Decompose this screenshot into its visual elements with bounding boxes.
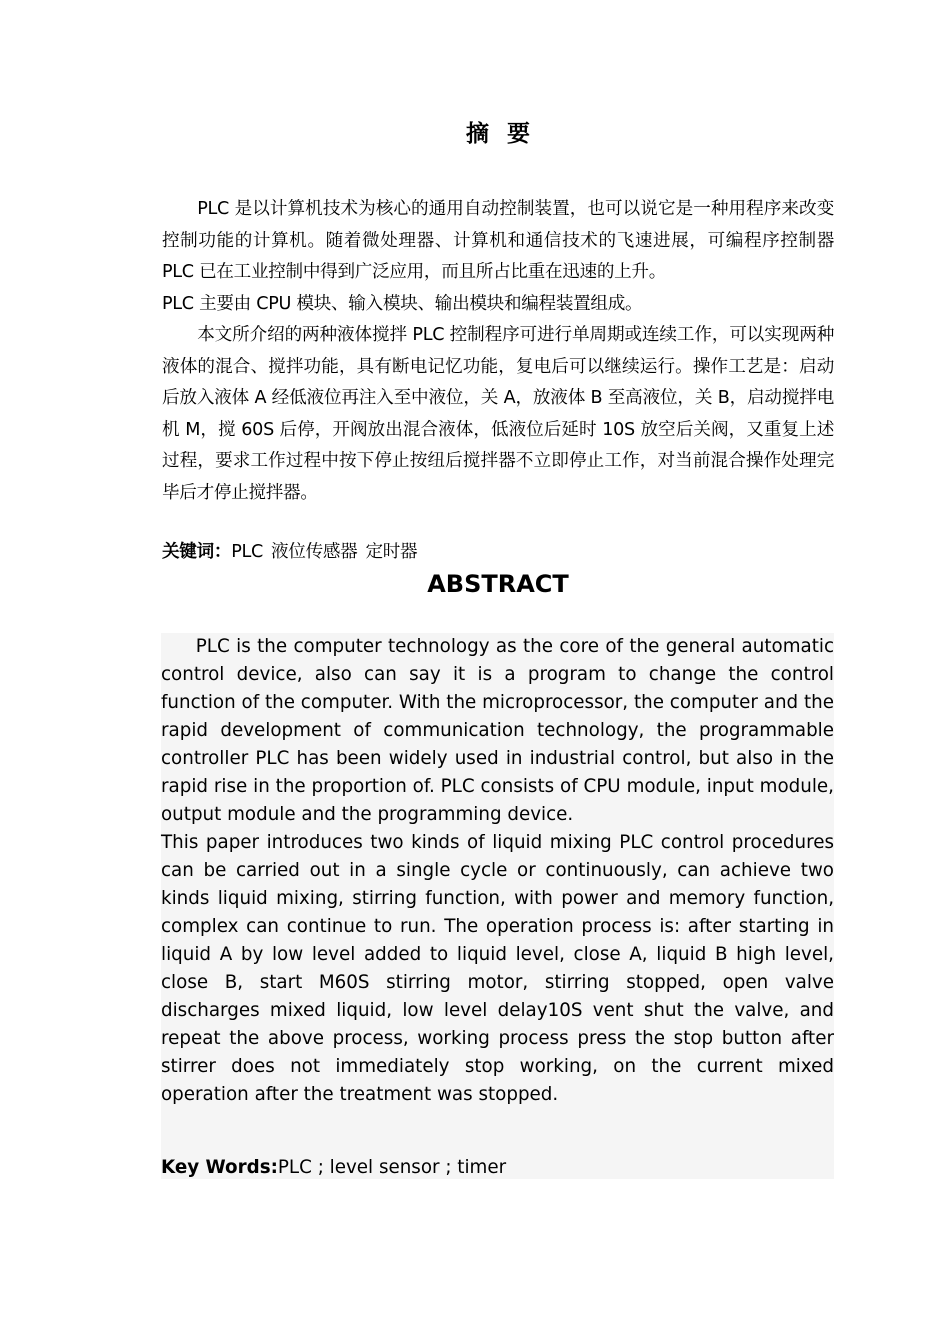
english-paragraph-1: PLC is the computer technology as the core of the general automatic control device, also can say it is a program to change the control function of the computer. With the microprocessor, the computer and the rapid development of communication technology, the programmable controller PLC has been widely used in industrial control, but also in the rapid rise in the proportion of. PLC consists of CPU module, input module, output module and the programming device.	[161, 636, 834, 825]
english-abstract-block	[161, 633, 834, 1179]
chinese-paragraph-1: PLC 是以计算机技术为核心的通用自动控制装置，也可以说它是一种用程序来改变控制功能的计算机。随着微处理器、计算机和通信技术的飞速进展，可编程序控制器 PLC 已在工业控制中得到广泛应用，而且所占比重在迅速的上升。	[162, 199, 834, 282]
chinese-abstract-title	[0, 118, 950, 150]
english-paragraph-2: This paper introduces two kinds of liquid mixing PLC control procedures can be carried out in a single cycle or continuously, can achieve two kinds liquid mixing, stirring function, with power and memory function, complex can continue to run. The operation process is: after starting in liquid A by low level added to liquid level, close A, liquid B high level, close B, start M60S stirring motor, stirring stopped, open valve discharges mixed liquid, low level delay10S vent shut the valve, and repeat the above process, working process press the stop button after stirrer does not immediately stop working, on the current mixed operation after the treatment was stopped.	[161, 832, 834, 1105]
chinese-keyword: PLC	[231, 542, 263, 562]
english-keywords	[161, 1154, 834, 1182]
chinese-title-char-1: 摘	[466, 121, 489, 147]
english-keywords-label: Key Words:	[161, 1157, 278, 1178]
chinese-paragraph-3: 本文所介绍的两种液体搅拌 PLC 控制程序可进行单周期或连续工作，可以实现两种液体的混合、搅拌功能，具有断电记忆功能，复电后可以继续运行。操作工艺是：启动后放入液体 A 经低液位再注入至中液位，关 A，放液体 B 至高液位，关 B，启动搅拌电机 M，搅 60S 后停，开阀放出混合液体，低液位后延时 10S 放空后关阀，又重复上述过程，要求工作过程中按下停止按纽后搅拌器不立即停止工作，对当前混合操作处理完毕后才停止搅拌器。	[162, 325, 834, 503]
chinese-title-char-2: 要	[507, 121, 530, 147]
chinese-abstract-body	[162, 194, 834, 509]
english-keywords-text: PLC ; level sensor ; timer	[277, 1157, 507, 1178]
chinese-paragraph-2: PLC 主要由 CPU 模块、输入模块、输出模块和编程装置组成。	[162, 293, 643, 314]
chinese-keyword: 液位传感器	[270, 542, 358, 562]
english-abstract-title: ABSTRACT	[427, 570, 569, 598]
chinese-keywords-label: 关键词：	[162, 542, 232, 562]
chinese-keyword: 定时器	[365, 542, 418, 562]
english-abstract-body	[161, 633, 834, 1109]
chinese-keywords	[162, 537, 834, 567]
